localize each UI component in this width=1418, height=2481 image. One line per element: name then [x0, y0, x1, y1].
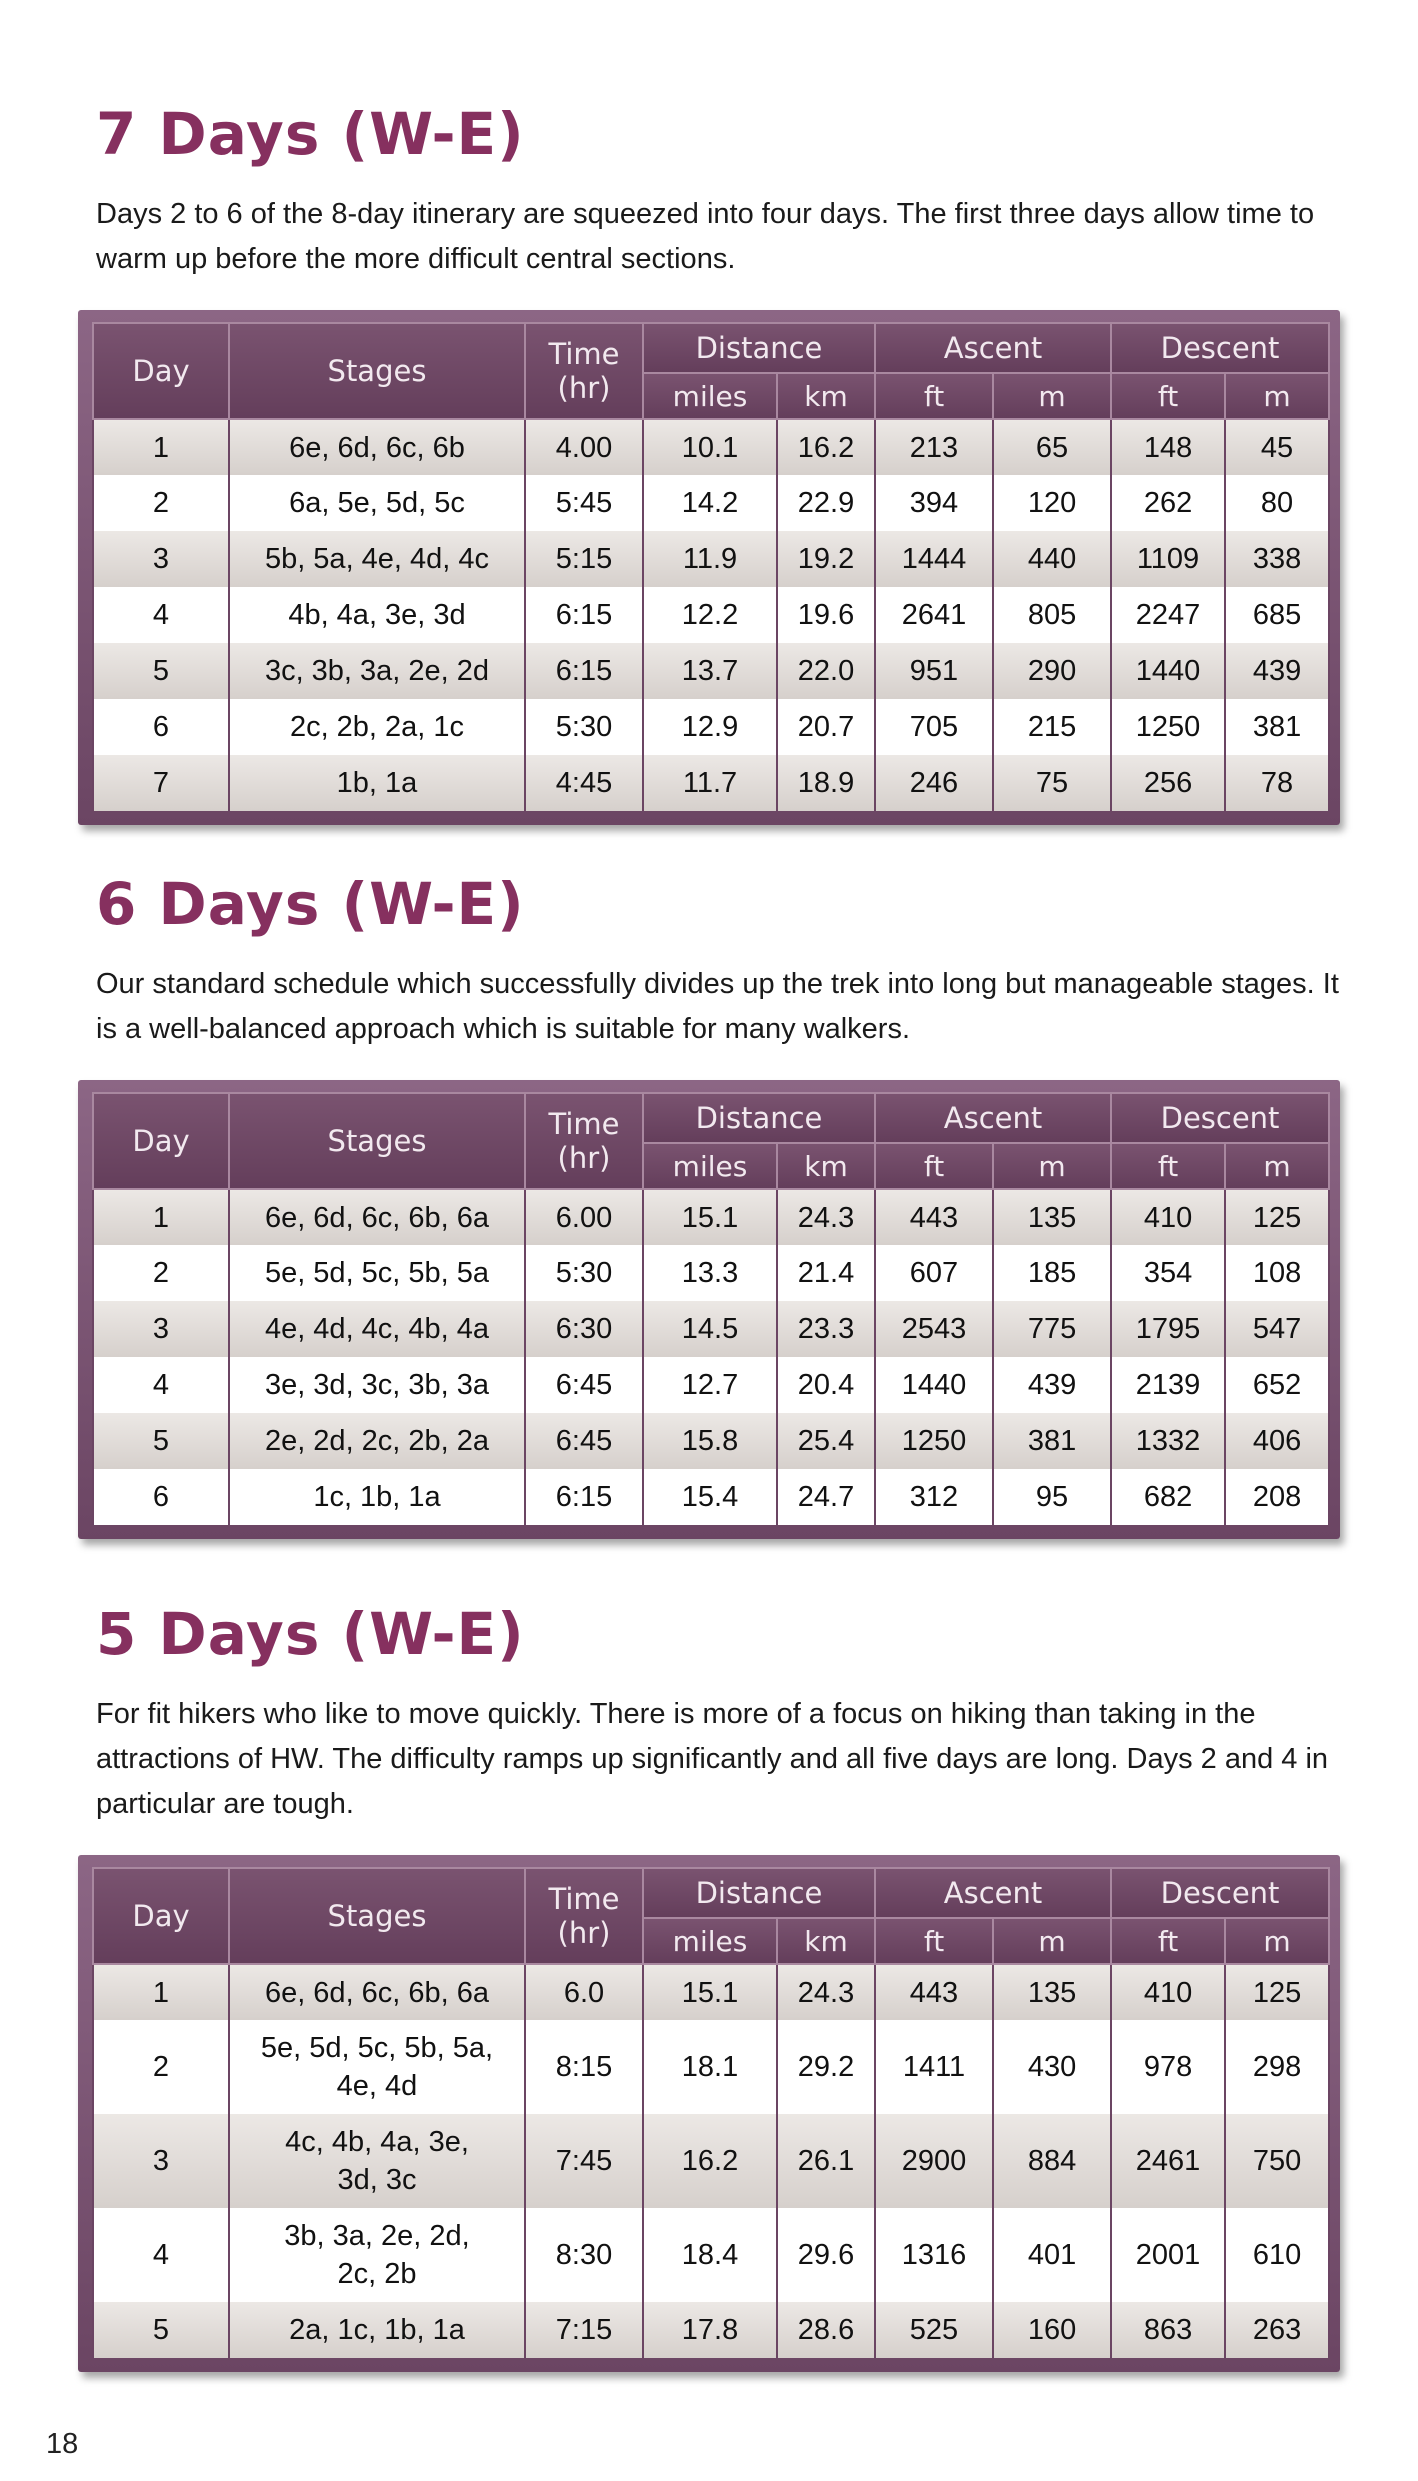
cell-stages: 1b, 1a: [229, 755, 525, 811]
cell-day: 4: [93, 1357, 229, 1413]
cell-km: 22.9: [777, 475, 875, 531]
cell-descent-ft: 863: [1111, 2302, 1225, 2358]
cell-km: 20.4: [777, 1357, 875, 1413]
cell-ascent-m: 430: [993, 2020, 1111, 2114]
cell-time: 8:30: [525, 2208, 643, 2302]
cell-km: 24.3: [777, 1189, 875, 1245]
table-row: [93, 1245, 1329, 1301]
cell-stages: 6e, 6d, 6c, 6b: [229, 419, 525, 475]
cell-ascent-ft: 443: [875, 1189, 993, 1245]
cell-stages: [229, 2020, 525, 2114]
header-unit-ft: ft: [875, 1918, 993, 1964]
cell-stages-line: 2c, 2b: [337, 2258, 417, 2290]
cell-descent-m: 547: [1225, 1301, 1329, 1357]
header-day: Day: [93, 323, 229, 419]
cell-ascent-ft: 951: [875, 643, 993, 699]
cell-ascent-m: 65: [993, 419, 1111, 475]
table-row: [93, 2302, 1329, 2358]
cell-time: 5:30: [525, 1245, 643, 1301]
cell-descent-m: 406: [1225, 1413, 1329, 1469]
header-unit-m: m: [993, 373, 1111, 419]
cell-day: 1: [93, 419, 229, 475]
section-title: 5 Days (W-E): [96, 1600, 525, 1668]
cell-km: 16.2: [777, 419, 875, 475]
header-distance: Distance: [643, 1868, 875, 1918]
cell-descent-m: 610: [1225, 2208, 1329, 2302]
cell-day: 5: [93, 2302, 229, 2358]
header-time-label: Time: [548, 337, 620, 371]
cell-stages: [229, 2114, 525, 2208]
cell-ascent-ft: 443: [875, 1964, 993, 2020]
header-unit-m: m: [1225, 1918, 1329, 1964]
table-row: [93, 1413, 1329, 1469]
header-time-unit: (hr): [557, 371, 611, 405]
cell-day: 6: [93, 1469, 229, 1525]
cell-stages: 3e, 3d, 3c, 3b, 3a: [229, 1357, 525, 1413]
cell-miles: 12.7: [643, 1357, 777, 1413]
cell-ascent-ft: 394: [875, 475, 993, 531]
cell-day: 4: [93, 587, 229, 643]
cell-km: 19.6: [777, 587, 875, 643]
header-unit-km: km: [777, 373, 875, 419]
cell-descent-ft: 148: [1111, 419, 1225, 475]
section-intro: For fit hikers who like to move quickly. There is more of a focus on hiking than taking in the attractions of HW. The difficulty ramps up significantly and all five days are long. Days 2 and 4 in particular are tough.: [96, 1698, 1329, 1820]
cell-km: 18.9: [777, 755, 875, 811]
cell-stages: 5b, 5a, 4e, 4d, 4c: [229, 531, 525, 587]
cell-ascent-m: 401: [993, 2208, 1111, 2302]
cell-day: 2: [93, 2020, 229, 2114]
cell-ascent-ft: 1316: [875, 2208, 993, 2302]
table-row: [93, 1964, 1329, 2020]
header-unit-m: m: [993, 1143, 1111, 1189]
cell-time: 6:45: [525, 1357, 643, 1413]
cell-miles: 18.4: [643, 2208, 777, 2302]
table-row: [93, 475, 1329, 531]
cell-descent-m: 298: [1225, 2020, 1329, 2114]
cell-ascent-ft: 1440: [875, 1357, 993, 1413]
cell-ascent-ft: 246: [875, 755, 993, 811]
cell-descent-ft: 1109: [1111, 531, 1225, 587]
header-unit-ft: ft: [1111, 373, 1225, 419]
cell-time: 5:15: [525, 531, 643, 587]
cell-descent-ft: 2139: [1111, 1357, 1225, 1413]
cell-time: 6.00: [525, 1189, 643, 1245]
cell-km: 25.4: [777, 1413, 875, 1469]
section-intro: Days 2 to 6 of the 8-day itinerary are squeezed into four days. The first three days allow time to warm up before the more difficult central sections.: [96, 198, 1315, 275]
header-unit-miles: miles: [643, 1918, 777, 1964]
itinerary-table: [92, 1092, 1330, 1525]
cell-stages-line: 5e, 5d, 5c, 5b, 5a,: [260, 2032, 494, 2064]
cell-time: 6:15: [525, 643, 643, 699]
cell-ascent-m: 185: [993, 1245, 1111, 1301]
header-unit-miles: miles: [643, 373, 777, 419]
cell-miles: 11.7: [643, 755, 777, 811]
cell-ascent-m: 290: [993, 643, 1111, 699]
cell-miles: 11.9: [643, 531, 777, 587]
cell-km: 29.6: [777, 2208, 875, 2302]
cell-time: 6:45: [525, 1413, 643, 1469]
cell-descent-ft: 682: [1111, 1469, 1225, 1525]
cell-stages: 6a, 5e, 5d, 5c: [229, 475, 525, 531]
cell-km: 26.1: [777, 2114, 875, 2208]
cell-stages: 2a, 1c, 1b, 1a: [229, 2302, 525, 2358]
cell-ascent-m: 381: [993, 1413, 1111, 1469]
cell-day: 3: [93, 2114, 229, 2208]
cell-ascent-m: 135: [993, 1189, 1111, 1245]
cell-miles: 18.1: [643, 2020, 777, 2114]
header-distance: Distance: [643, 1093, 875, 1143]
itinerary-table-frame: [78, 1855, 1340, 2372]
cell-descent-m: 439: [1225, 643, 1329, 699]
header-unit-ft: ft: [1111, 1143, 1225, 1189]
cell-day: 5: [93, 1413, 229, 1469]
section-title: 6 Days (W-E): [96, 870, 525, 938]
header-descent: Descent: [1111, 323, 1329, 373]
cell-ascent-m: 75: [993, 755, 1111, 811]
cell-stages: [229, 2208, 525, 2302]
header-unit-km: km: [777, 1918, 875, 1964]
cell-time: 6:15: [525, 587, 643, 643]
table-row: [93, 587, 1329, 643]
cell-ascent-m: 95: [993, 1469, 1111, 1525]
cell-time: 4:45: [525, 755, 643, 811]
cell-km: 28.6: [777, 2302, 875, 2358]
cell-ascent-ft: 525: [875, 2302, 993, 2358]
cell-stages: 6e, 6d, 6c, 6b, 6a: [229, 1964, 525, 2020]
cell-descent-m: 125: [1225, 1189, 1329, 1245]
cell-ascent-ft: 2900: [875, 2114, 993, 2208]
table-row: [93, 1301, 1329, 1357]
cell-descent-ft: 354: [1111, 1245, 1225, 1301]
cell-km: 22.0: [777, 643, 875, 699]
cell-ascent-ft: 2641: [875, 587, 993, 643]
cell-stages: 4b, 4a, 3e, 3d: [229, 587, 525, 643]
cell-ascent-m: 775: [993, 1301, 1111, 1357]
cell-stages: 2e, 2d, 2c, 2b, 2a: [229, 1413, 525, 1469]
table-row: [93, 755, 1329, 811]
header-stages: Stages: [229, 1868, 525, 1964]
header-time: [525, 323, 643, 419]
cell-ascent-m: 440: [993, 531, 1111, 587]
cell-ascent-ft: 2543: [875, 1301, 993, 1357]
cell-day: 5: [93, 643, 229, 699]
cell-time: 7:15: [525, 2302, 643, 2358]
cell-descent-m: 652: [1225, 1357, 1329, 1413]
header-time-label: Time: [548, 1882, 620, 1916]
cell-km: 29.2: [777, 2020, 875, 2114]
cell-km: 24.3: [777, 1964, 875, 2020]
cell-miles: 13.3: [643, 1245, 777, 1301]
cell-descent-ft: 256: [1111, 755, 1225, 811]
cell-stages-line: 4e, 4d: [336, 2070, 418, 2102]
table-row: [93, 531, 1329, 587]
header-unit-m: m: [1225, 1143, 1329, 1189]
cell-time: 5:30: [525, 699, 643, 755]
cell-ascent-ft: 312: [875, 1469, 993, 1525]
header-day: Day: [93, 1093, 229, 1189]
header-unit-m: m: [993, 1918, 1111, 1964]
cell-time: 7:45: [525, 2114, 643, 2208]
cell-miles: 15.1: [643, 1964, 777, 2020]
cell-descent-ft: 1440: [1111, 643, 1225, 699]
cell-descent-m: 45: [1225, 419, 1329, 475]
header-time: [525, 1868, 643, 1964]
cell-descent-m: 263: [1225, 2302, 1329, 2358]
table-row: [93, 643, 1329, 699]
cell-ascent-ft: 1411: [875, 2020, 993, 2114]
cell-km: 24.7: [777, 1469, 875, 1525]
cell-descent-ft: 410: [1111, 1964, 1225, 2020]
cell-descent-ft: 2001: [1111, 2208, 1225, 2302]
table-row: [93, 419, 1329, 475]
cell-time: 6:30: [525, 1301, 643, 1357]
cell-ascent-m: 135: [993, 1964, 1111, 2020]
cell-ascent-m: 160: [993, 2302, 1111, 2358]
cell-miles: 14.2: [643, 475, 777, 531]
cell-miles: 10.1: [643, 419, 777, 475]
cell-descent-m: 78: [1225, 755, 1329, 811]
header-unit-ft: ft: [875, 373, 993, 419]
header-time-label: Time: [548, 1107, 620, 1141]
cell-miles: 16.2: [643, 2114, 777, 2208]
cell-day: 3: [93, 1301, 229, 1357]
itinerary-table: [92, 322, 1330, 811]
cell-ascent-m: 439: [993, 1357, 1111, 1413]
header-distance: Distance: [643, 323, 875, 373]
cell-stages: 1c, 1b, 1a: [229, 1469, 525, 1525]
header-descent: Descent: [1111, 1093, 1329, 1143]
cell-stages: 2c, 2b, 2a, 1c: [229, 699, 525, 755]
cell-day: 1: [93, 1189, 229, 1245]
cell-stages-line: 4c, 4b, 4a, 3e,: [285, 2126, 469, 2158]
table-row: [93, 1357, 1329, 1413]
section-title: 7 Days (W-E): [96, 100, 525, 168]
cell-day: 2: [93, 475, 229, 531]
cell-day: 1: [93, 1964, 229, 2020]
cell-km: 21.4: [777, 1245, 875, 1301]
header-time: [525, 1093, 643, 1189]
cell-time: 6.0: [525, 1964, 643, 2020]
cell-descent-ft: 2461: [1111, 2114, 1225, 2208]
cell-descent-m: 208: [1225, 1469, 1329, 1525]
cell-descent-ft: 262: [1111, 475, 1225, 531]
cell-ascent-ft: 213: [875, 419, 993, 475]
cell-day: 7: [93, 755, 229, 811]
cell-descent-m: 750: [1225, 2114, 1329, 2208]
cell-ascent-ft: 1444: [875, 531, 993, 587]
header-unit-km: km: [777, 1143, 875, 1189]
itinerary-table: [92, 1867, 1330, 2358]
cell-stages: 4e, 4d, 4c, 4b, 4a: [229, 1301, 525, 1357]
page-number: 18: [46, 2428, 79, 2460]
cell-miles: 14.5: [643, 1301, 777, 1357]
cell-descent-ft: 1332: [1111, 1413, 1225, 1469]
table-row: [93, 1469, 1329, 1525]
cell-miles: 15.4: [643, 1469, 777, 1525]
table-row: [93, 2114, 1329, 2208]
cell-descent-m: 80: [1225, 475, 1329, 531]
cell-miles: 15.8: [643, 1413, 777, 1469]
header-day: Day: [93, 1868, 229, 1964]
cell-day: 4: [93, 2208, 229, 2302]
cell-time: 6:15: [525, 1469, 643, 1525]
cell-stages: 6e, 6d, 6c, 6b, 6a: [229, 1189, 525, 1245]
header-stages: Stages: [229, 1093, 525, 1189]
cell-day: 6: [93, 699, 229, 755]
table-row: [93, 699, 1329, 755]
cell-stages: 5e, 5d, 5c, 5b, 5a: [229, 1245, 525, 1301]
cell-ascent-m: 805: [993, 587, 1111, 643]
cell-stages: 3c, 3b, 3a, 2e, 2d: [229, 643, 525, 699]
cell-ascent-m: 120: [993, 475, 1111, 531]
cell-descent-m: 125: [1225, 1964, 1329, 2020]
cell-day: 2: [93, 1245, 229, 1301]
cell-miles: 13.7: [643, 643, 777, 699]
cell-day: 3: [93, 531, 229, 587]
header-ascent: Ascent: [875, 1868, 1111, 1918]
cell-time: 5:45: [525, 475, 643, 531]
table-row: [93, 2208, 1329, 2302]
table-row: [93, 2020, 1329, 2114]
cell-ascent-m: 215: [993, 699, 1111, 755]
header-time-unit: (hr): [557, 1141, 611, 1175]
cell-descent-ft: 1250: [1111, 699, 1225, 755]
header-stages: Stages: [229, 323, 525, 419]
header-unit-ft: ft: [875, 1143, 993, 1189]
cell-descent-m: 338: [1225, 531, 1329, 587]
cell-miles: 12.2: [643, 587, 777, 643]
header-unit-ft: ft: [1111, 1918, 1225, 1964]
cell-descent-ft: 410: [1111, 1189, 1225, 1245]
cell-km: 19.2: [777, 531, 875, 587]
cell-ascent-ft: 1250: [875, 1413, 993, 1469]
header-unit-m: m: [1225, 373, 1329, 419]
header-ascent: Ascent: [875, 323, 1111, 373]
cell-descent-ft: 2247: [1111, 587, 1225, 643]
cell-km: 20.7: [777, 699, 875, 755]
cell-time: 8:15: [525, 2020, 643, 2114]
cell-miles: 12.9: [643, 699, 777, 755]
cell-stages-line: 3b, 3a, 2e, 2d,: [284, 2220, 470, 2252]
cell-km: 23.3: [777, 1301, 875, 1357]
cell-miles: 15.1: [643, 1189, 777, 1245]
header-descent: Descent: [1111, 1868, 1329, 1918]
cell-stages-line: 3d, 3c: [337, 2164, 417, 2196]
itinerary-table-frame: [78, 310, 1340, 825]
section-intro: Our standard schedule which successfully divides up the trek into long but manageable stages. It is a well-balanced approach which is suitable for many walkers.: [96, 968, 1339, 1045]
header-unit-miles: miles: [643, 1143, 777, 1189]
cell-ascent-ft: 705: [875, 699, 993, 755]
itinerary-table-frame: [78, 1080, 1340, 1539]
cell-descent-ft: 978: [1111, 2020, 1225, 2114]
cell-ascent-ft: 607: [875, 1245, 993, 1301]
cell-time: 4.00: [525, 419, 643, 475]
cell-descent-m: 108: [1225, 1245, 1329, 1301]
header-time-unit: (hr): [557, 1916, 611, 1950]
cell-ascent-m: 884: [993, 2114, 1111, 2208]
cell-descent-ft: 1795: [1111, 1301, 1225, 1357]
cell-miles: 17.8: [643, 2302, 777, 2358]
cell-descent-m: 685: [1225, 587, 1329, 643]
cell-descent-m: 381: [1225, 699, 1329, 755]
table-row: [93, 1189, 1329, 1245]
header-ascent: Ascent: [875, 1093, 1111, 1143]
